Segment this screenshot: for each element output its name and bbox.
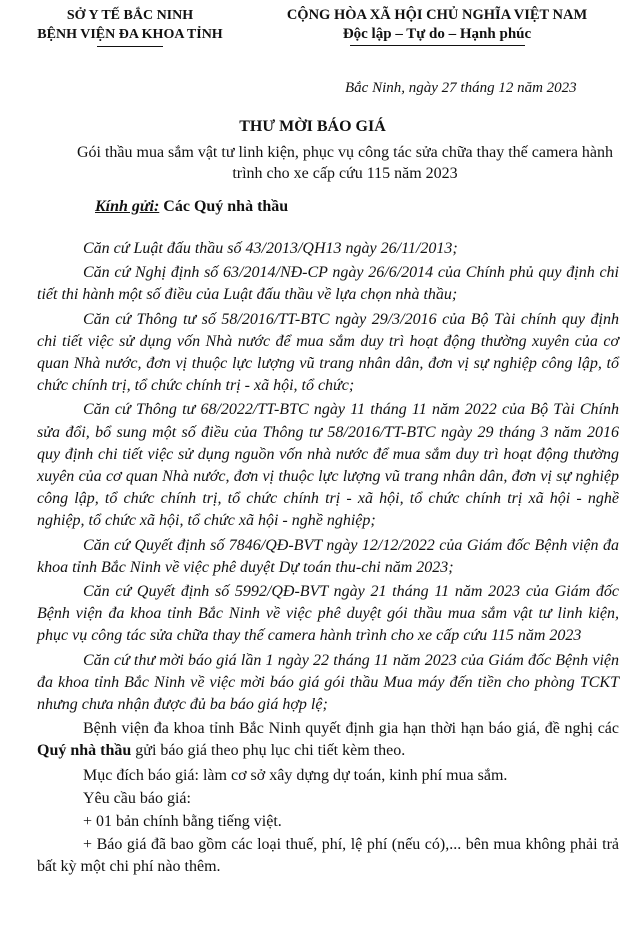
invitation-paragraph (37, 718, 619, 762)
national-motto: Độc lập – Tự do – Hạnh phúc (342, 26, 532, 42)
letter-body (37, 238, 619, 880)
requirement-item-1: + 01 bản chính bằng tiếng việt. (83, 813, 282, 831)
recipient-value: Các Quý nhà thầu (159, 198, 289, 215)
invitation-text-end: gửi báo giá theo phụ lục chi tiết kèm theo. (131, 742, 406, 760)
agency-parent: SỞ Y TẾ BẮC NINH (66, 8, 194, 23)
legal-basis-5: Căn cứ Quyết định số 7846/QĐ-BVT ngày 12/12/2022 của Giám đốc Bệnh viện đa khoa tỉnh Bắc Ninh về việc phê duyệt Dự toán thu-chi năm 2023; (37, 536, 619, 576)
date-line: Bắc Ninh, ngày 27 tháng 12 năm 2023 (345, 80, 577, 96)
requirement-item-2: + Báo giá đã bao gồm các loại thuế, phí, lệ phí (nếu có),... bên mua không phải trả bất kỳ một chi phí nào thêm. (37, 836, 619, 876)
invitation-emphasis: Quý nhà thầu (37, 742, 132, 760)
agency-name: BỆNH VIỆN ĐA KHOA TỈNH (37, 27, 223, 42)
document-title: THƯ MỜI BÁO GIÁ (239, 118, 386, 135)
legal-basis-1: Căn cứ Luật đấu thầu số 43/2013/QH13 ngày 26/11/2013; (83, 240, 458, 257)
document-subject: Gói thầu mua sắm vật tư linh kiện, phục vụ công tác sửa chữa thay thế camera hành trình cho xe cấp cứu 115 năm 2023 (76, 144, 614, 182)
legal-basis-3: Căn cứ Thông tư số 58/2016/TT-BTC ngày 29/3/2016 của Bộ Tài chính quy định chi tiết việc sử dụng vốn Nhà nước để mua sắm duy trì hoạt động thường xuyên của cơ quan Nhà nước, đơn vị thuộc lực lượng vũ trang nhân dân, đơn vị sự nghiệp công lập, tổ chức chính trị, tổ chức chính trị - xã hội, tổ chức; (37, 310, 619, 395)
country-name: CỘNG HÒA XÃ HỘI CHỦ NGHĨA VIỆT NAM (286, 7, 588, 23)
recipient-label: Kính gửi: (95, 198, 160, 215)
requirements-label: Yêu cầu báo giá: (83, 789, 191, 807)
legal-basis-6: Căn cứ Quyết định số 5992/QĐ-BVT ngày 21 tháng 11 năm 2023 của Giám đốc Bệnh viện đa khoa tỉnh Bắc Ninh về việc phê duyệt gói thầu mua sắm vật tư linh kiện, phục vụ công tác sửa chữa thay thế camera hành trình cho xe cấp cứu 115 năm 2023 (37, 583, 619, 645)
motto-underline (350, 45, 525, 46)
recipient-line (95, 198, 288, 216)
legal-basis-4: Căn cứ Thông tư 68/2022/TT-BTC ngày 11 tháng 11 năm 2022 của Bộ Tài Chính sửa đổi, bổ sung một số điều của Thông tư 58/2016/TT-BTC ngày 29 tháng 3 năm 2016 quy định chi tiết việc sử dụng nguồn vốn nhà nước để mua sắm duy trì hoạt động thường xuyên của cơ quan Nhà nước, đơn vị thuộc lực lượng vũ trang nhân dân, đơn vị sự nghiệp công lập, tổ chức chính trị, tổ chức chính trị - xã hội, tổ chức chính trị xã hội - nghề nghiệp, tổ chức xã hội, tổ chức xã hội - nghề nghiệp; (37, 401, 619, 530)
agency-underline (97, 46, 163, 47)
national-header (262, 6, 612, 46)
legal-basis-7: Căn cứ thư mời báo giá lần 1 ngày 22 tháng 11 năm 2023 của Giám đốc Bệnh viện đa khoa tỉnh Bắc Ninh về việc mời báo giá gói thầu Mua máy đến tiền cho phòng TCKT nhưng chưa nhận được đủ ba báo giá hợp lệ; (37, 651, 619, 714)
invitation-text-start: Bệnh viện đa khoa tỉnh Bắc Ninh quyết định gia hạn thời hạn báo giá, đề nghị các (83, 720, 619, 738)
issuing-agency-header (25, 6, 235, 47)
purpose-line: Mục đích báo giá: làm cơ sở xây dựng dự toán, kinh phí mua sắm. (83, 766, 508, 784)
legal-basis-2: Căn cứ Nghị định số 63/2014/NĐ-CP ngày 26/6/2014 của Chính phủ quy định chi tiết thi hành một số điều của Luật đấu thầu về lựa chọn nhà thầu; (37, 264, 619, 304)
